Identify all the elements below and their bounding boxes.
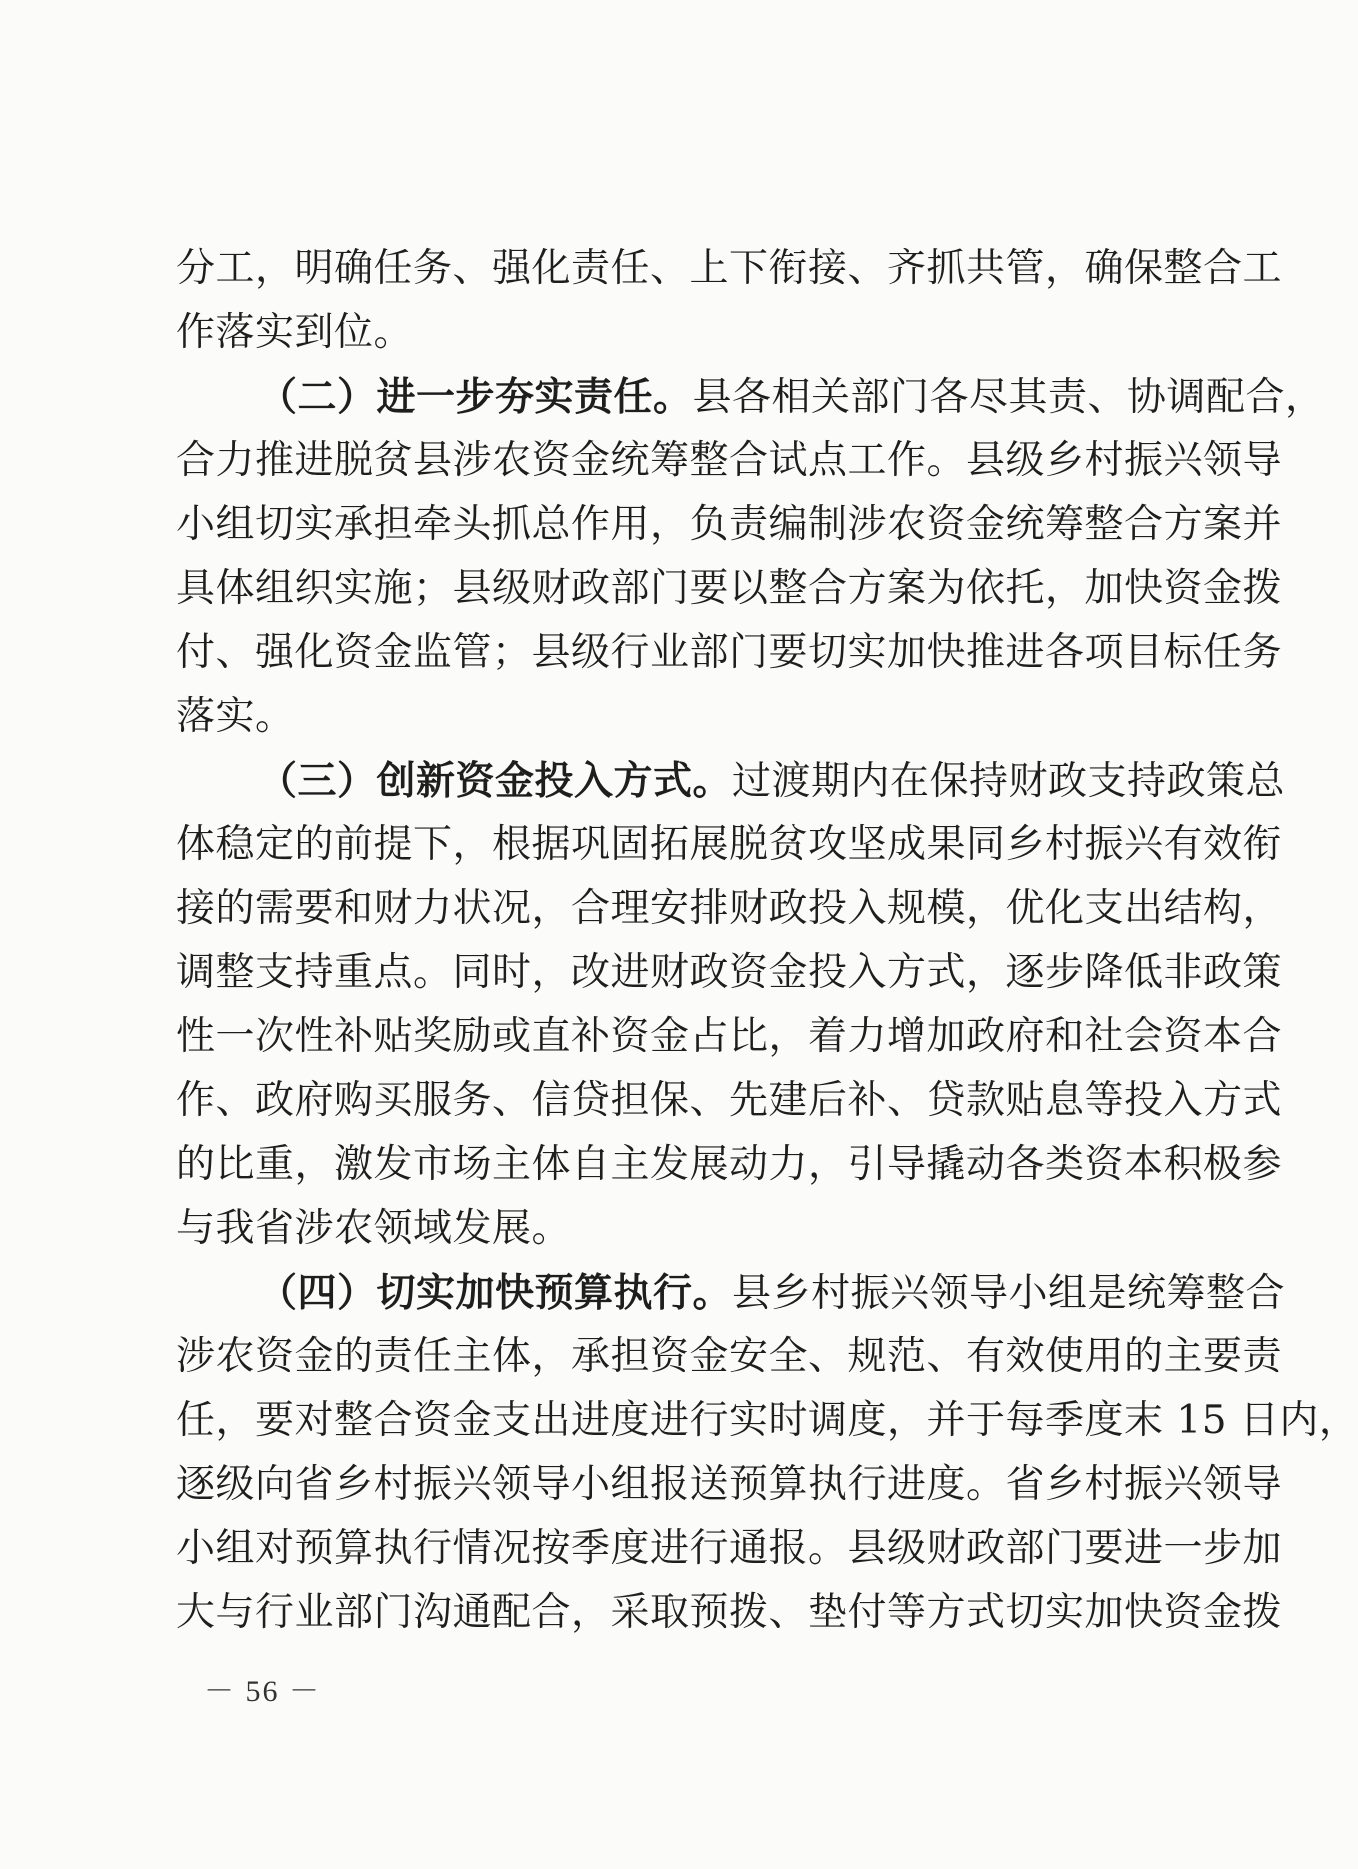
text-run: 县各相关部门各尽其责、协调配合， <box>692 375 1325 420</box>
text-line: 落实。 <box>176 694 295 739</box>
section-heading-3: （三）创新资金投入方式。 <box>258 758 733 804</box>
text-line: 接的需要和财力状况，合理安排财政投入规模，优化支出结构， <box>176 886 1283 931</box>
text-line: 合力推进脱贫县涉农资金统筹整合试点工作。县级乡村振兴领导 <box>176 438 1283 483</box>
text-line: 具体组织实施；县级财政部门要以整合方案为依托，加快资金拨 <box>176 566 1283 611</box>
text-line: 小组对预算执行情况按季度进行通报。县级财政部门要进一步加 <box>176 1526 1283 1571</box>
text-line: 涉农资金的责任主体，承担资金安全、规范、有效使用的主要责 <box>176 1334 1283 1379</box>
text-line: 的比重，激发市场主体自主发展动力，引导撬动各类资本积极参 <box>176 1142 1283 1187</box>
text-line <box>176 749 1286 813</box>
text-line: 大与行业部门沟通配合，采取预拨、垫付等方式切实加快资金拨 <box>176 1590 1283 1635</box>
text-line: 作、政府购买服务、信贷担保、先建后补、贷款贴息等投入方式 <box>176 1078 1283 1123</box>
text-run: 过渡期内在保持财政支持政策总 <box>732 759 1286 804</box>
text-line: 与我省涉农领域发展。 <box>176 1206 572 1251</box>
text-line: 付、强化资金监管；县级行业部门要切实加快推进各项目标任务 <box>176 630 1283 675</box>
section-heading-4: （四）切实加快预算执行。 <box>258 1270 733 1316</box>
text-line: 分工，明确任务、强化责任、上下衔接、齐抓共管，确保整合工 <box>176 246 1283 291</box>
text-line: 任，要对整合资金支出进度进行实时调度，并于每季度末 15 日内， <box>176 1398 1358 1443</box>
text-line: 体稳定的前提下，根据巩固拓展脱贫攻坚成果同乡村振兴有效衔 <box>176 822 1283 867</box>
text-run: 县乡村振兴领导小组是统筹整合 <box>732 1271 1286 1316</box>
text-line <box>176 1261 1286 1325</box>
text-line: 性一次性补贴奖励或直补资金占比，着力增加政府和社会资本合 <box>176 1014 1283 1059</box>
page-number: － 56 － <box>204 1675 321 1708</box>
text-line: 逐级向省乡村振兴领导小组报送预算执行进度。省乡村振兴领导 <box>176 1462 1283 1507</box>
text-line <box>176 365 1325 429</box>
text-line: 小组切实承担牵头抓总作用，负责编制涉农资金统筹整合方案并 <box>176 502 1283 547</box>
document-body <box>176 237 1358 1645</box>
text-line: 调整支持重点。同时，改进财政资金投入方式，逐步降低非政策 <box>176 950 1283 995</box>
text-line: 作落实到位。 <box>176 310 414 355</box>
section-heading-2: （二）进一步夯实责任。 <box>258 374 693 420</box>
